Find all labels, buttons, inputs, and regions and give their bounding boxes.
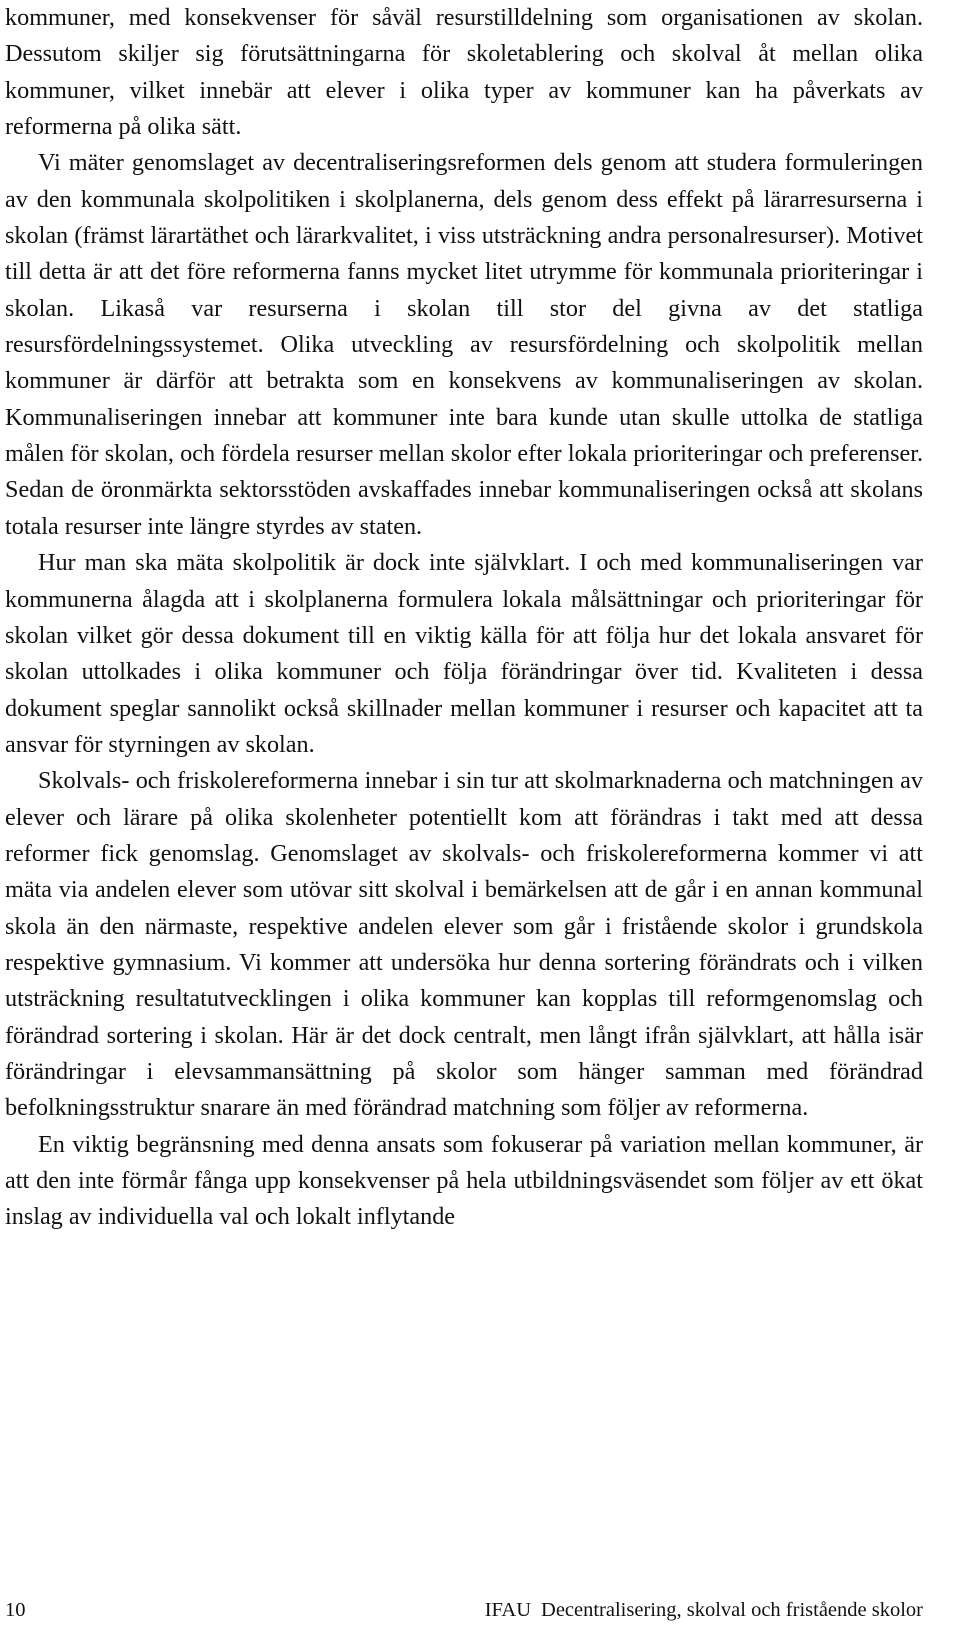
paragraph-school-choice-reforms: Skolvals- och friskolereformerna innebar i sin tur att skolmarknaderna och matchningen av elever och lärare på olika skolenheter potentiellt kom att förändras i takt med att dessa reformer fick genomslag. Genomslaget av skolvals- och friskolereformerna kommer vi att mäta via andelen elever som utövar sitt skolval i bemärkelsen att de går i en annan kommunal skola än den närmaste, respektive andelen elever som går i fristående skolor i grundskola respektive gymnasium. Vi kommer att undersöka hur denna sortering förändrats och i vilken utsträckning resultatutvecklingen i olika kommuner kan kopplas till reformgenomslag och förändrad sortering i skolan. Här är det dock centralt, men långt ifrån självklart, att hålla isär förändringar i elevsammansättning på skolor som hänger samman med förändrad befolkningsstruktur snarare än med förändrad matchning som följer av reformerna. <box>5 767 923 1122</box>
footer-title: Decentralisering, skolval och fristående skolor <box>541 1599 923 1621</box>
paragraph-decentralisation-measure: Vi mäter genomslaget av decentraliseringsreformen dels genom att studera formuleringen av den kommunala skolpolitiken i skolplanerna, dels genom dess effekt på lärarresurserna i skolan (främst lärartäthet och lärarkvalitet, i viss utsträckning andra personalresurser). Motivet till detta är att det före reformerna fanns mycket litet utrymme för kommunala prioriteringar i skolan. Likaså var resurserna i skolan till stor del givna av det statliga resursfördelningssystemet. Olika utveckling av resursfördelning och skolpolitik mellan kommuner är därför att betrakta som en konsekvens av kommunaliseringen av skolan. Kommunaliseringen innebar att kommuner inte bara kunde utan skulle uttolka de statliga målen för skolan, och fördela resurser mellan skolor efter lokala prioriteringar och preferenser. Sedan de öronmärkta sektorsstöden avskaffades innebar kommunaliseringen också att skolans totala resurser inte längre styrdes av staten. <box>5 149 923 540</box>
page-footer <box>5 1596 923 1624</box>
page-number: 10 <box>5 1599 26 1621</box>
body-text <box>5 0 923 1236</box>
paragraph-continued: kommuner, med konsekvenser för såväl resurstilldelning som organisationen av skolan. Dessutom skiljer sig förutsättningarna för skoletablering och skolval åt mellan olika kommuner, vilket innebär att elever i olika typer av kommuner kan ha påverkats av reformerna på olika sätt. <box>5 4 923 141</box>
paragraph-limitation: En viktig begränsning med denna ansats som fokuserar på variation mellan kommuner, är att den inte förmår fånga upp konsekvenser på hela utbildningsväsendet som följer av ett ökat inslag av individuella val och lokalt inflytande <box>5 1130 923 1231</box>
footer-organization: IFAU <box>484 1599 532 1621</box>
paragraph-school-policy-measure: Hur man ska mäta skolpolitik är dock inte självklart. I och med kommunaliseringen var kommunerna ålagda att i skolplanerna formulera lokala målsättningar och prioriteringar för skolan vilket gör dessa dokument till en viktig källa för att följa hur det lokala ansvaret för skolan uttolkades i olika kommuner och följa förändringar över tid. Kvaliteten i dessa dokument speglar sannolikt också skillnader mellan kommuner i resurser och kapacitet att ta ansvar för styrningen av skolan. <box>5 549 923 758</box>
running-title <box>485 1596 923 1624</box>
